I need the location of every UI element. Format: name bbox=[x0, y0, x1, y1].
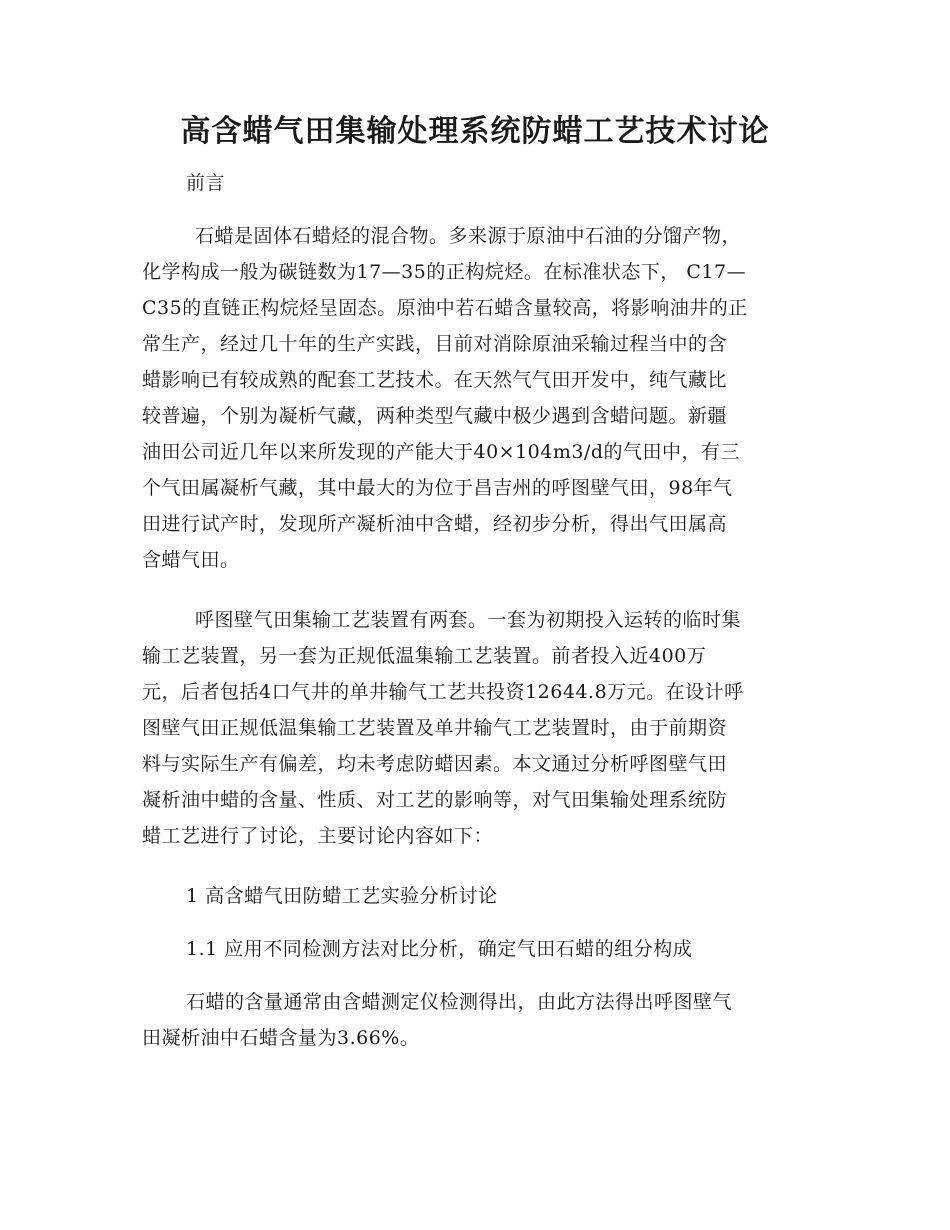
paragraph-line: 图壁气田正规低温集输工艺装置及单井输气工艺装置时，由于前期资 bbox=[142, 717, 728, 739]
paragraph-line: 元，后者包括4口气井的单井输气工艺共投资12644.8万元。在设计呼 bbox=[142, 681, 744, 703]
preface-heading: 前言 bbox=[186, 172, 226, 194]
paragraph-line: C35的直链正构烷烃呈固态。原油中若石蜡含量较高，将影响油井的正 bbox=[142, 297, 748, 319]
paragraph-line: 蜡影响已有较成熟的配套工艺技术。在天然气气田开发中，纯气藏比 bbox=[142, 369, 728, 391]
document-title: 高含蜡气田集输处理系统防蜡工艺技术讨论 bbox=[180, 114, 770, 149]
paragraph-line: 凝析油中蜡的含量、性质、对工艺的影响等，对气田集输处理系统防 bbox=[142, 789, 728, 811]
paragraph-line: 田凝析油中石蜡含量为3.66%。 bbox=[142, 1027, 420, 1049]
paragraph-line: 石蜡的含量通常由含蜡测定仪检测得出，由此方法得出呼图壁气 bbox=[186, 991, 733, 1013]
paragraph-line: 常生产，经过几十年的生产实践，目前对消除原油采输过程当中的含 bbox=[142, 333, 728, 355]
paragraph-line: 呼图壁气田集输工艺装置有两套。一套为初期投入运转的临时集 bbox=[195, 609, 742, 631]
paragraph-line: 油田公司近几年以来所发现的产能大于40×104m3/d的气田中，有三 bbox=[142, 441, 741, 463]
paragraph-line: 含蜡气田。 bbox=[142, 549, 240, 571]
paragraph-line: 蜡工艺进行了讨论，主要讨论内容如下： bbox=[142, 825, 494, 847]
paragraph-line: 料与实际生产有偏差，均未考虑防蜡因素。本文通过分析呼图壁气田 bbox=[142, 753, 728, 775]
paragraph-line: 个气田属凝析气藏，其中最大的为位于昌吉州的呼图壁气田，98年气 bbox=[142, 477, 733, 499]
paragraph-line: 田进行试产时，发现所产凝析油中含蜡，经初步分析，得出气田属高 bbox=[142, 513, 728, 535]
section-heading: 1 高含蜡气田防蜡工艺实验分析讨论 bbox=[186, 885, 498, 907]
paragraph-line: 输工艺装置，另一套为正规低温集输工艺装置。前者投入近400万 bbox=[142, 645, 707, 667]
paragraph-line: 化学构成一般为碳链数为17—35的正构烷烃。在标准状态下， C17— bbox=[142, 261, 747, 283]
paragraph-line: 较普遍，个别为凝析气藏，两种类型气藏中极少遇到含蜡问题。新疆 bbox=[142, 405, 728, 427]
subsection-heading: 1.1 应用不同检测方法对比分析，确定气田石蜡的组分构成 bbox=[186, 938, 693, 960]
paragraph-line: 石蜡是固体石蜡烃的混合物。多来源于原油中石油的分馏产物， bbox=[195, 225, 742, 247]
